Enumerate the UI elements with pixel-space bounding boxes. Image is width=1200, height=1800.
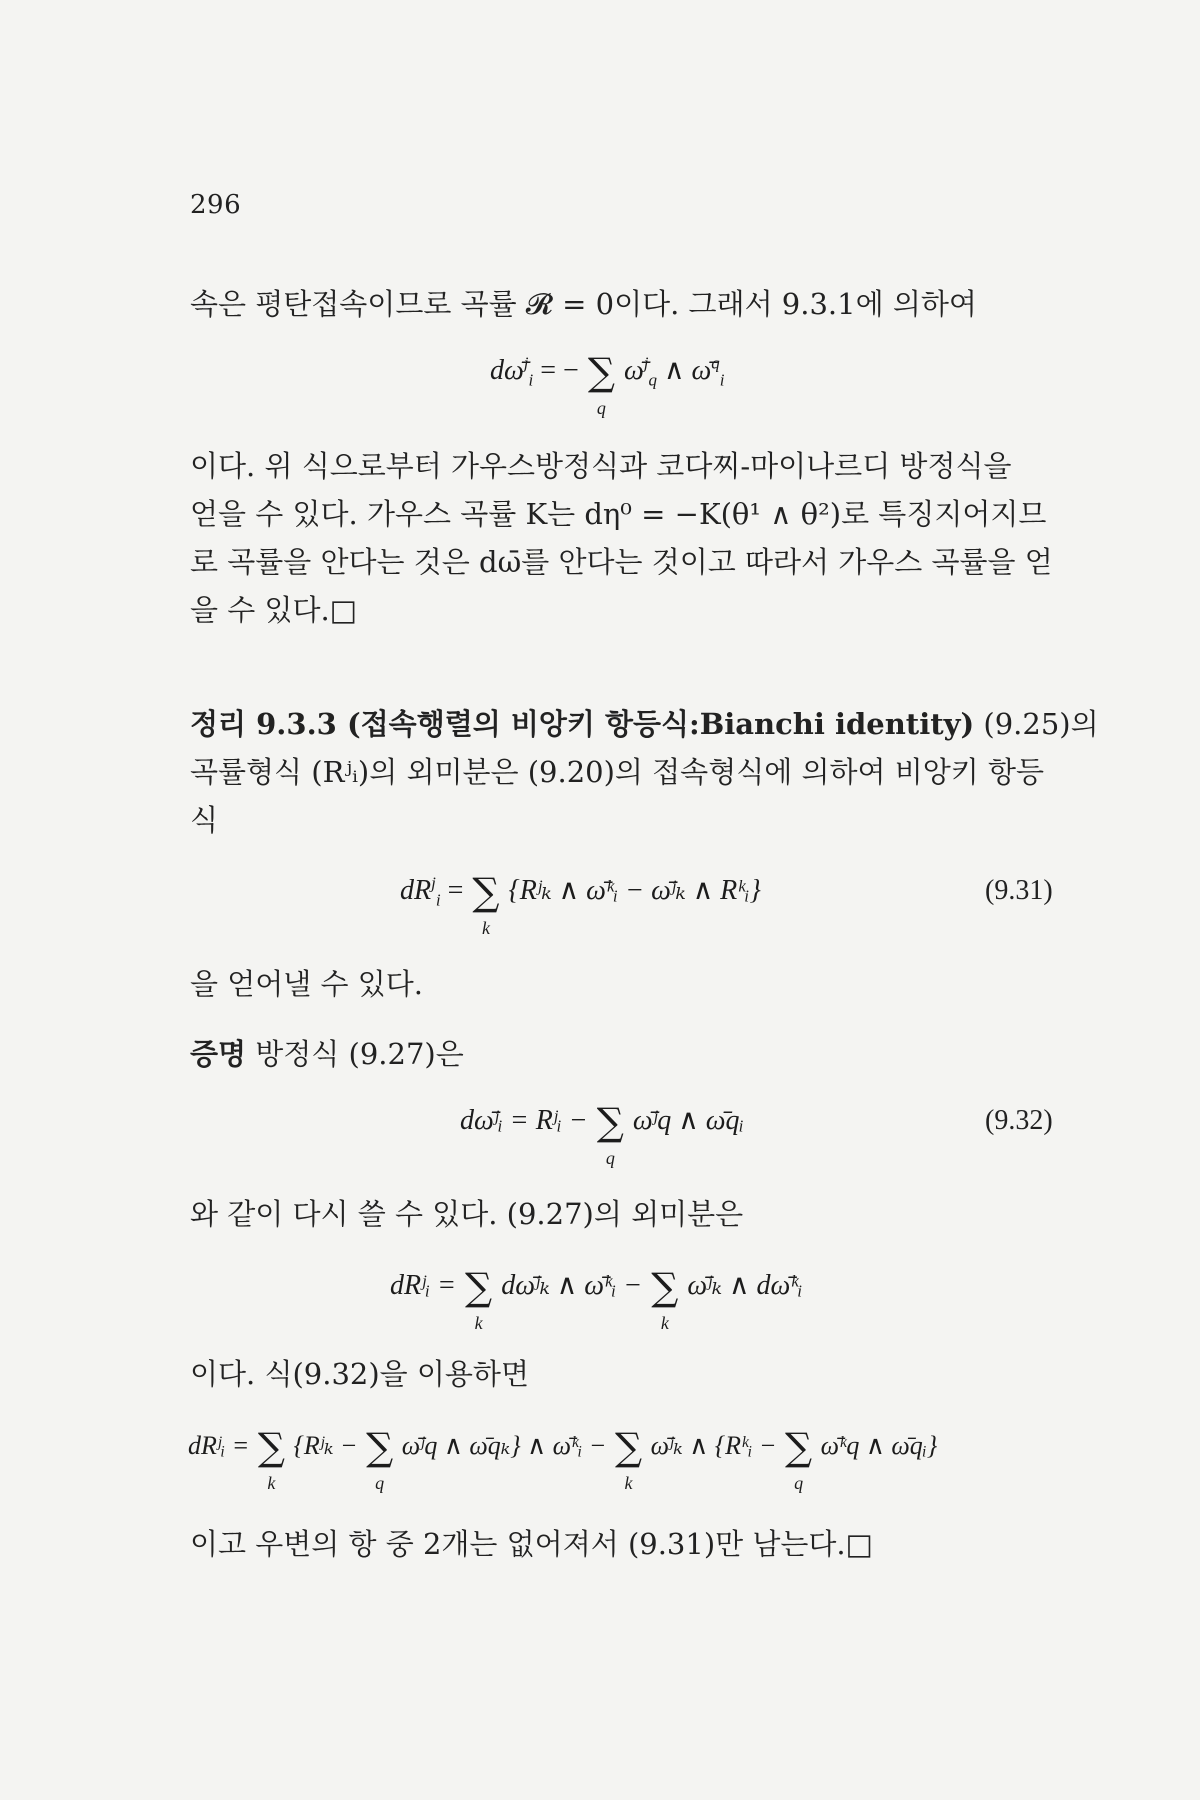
eq4-expression-3: ω̄ʲₖ ∧ {Rᵏᵢ − [650,1431,777,1460]
summation-symbol: ∑ k [465,1265,493,1333]
summation-symbol: ∑ q [366,1425,394,1493]
eq931-lhs: $dR^j_i$ [400,873,441,910]
eq931-expression: {Rʲₖ ∧ ω̄ᵏᵢ − ω̄ʲₖ ∧ Rᵏᵢ} [508,875,761,906]
theorem-line-2: 곡률형식 (Rʲᵢ)의 외미분은 (9.20)의 접속형식에 의하여 비앙키 항등 [190,755,1045,789]
eq932-expression: ω̄ʲq ∧ ω̄qᵢ [632,1105,744,1136]
eq932-lhs: dω̄ʲᵢ = Rʲᵢ − [460,1105,588,1136]
paragraph-intro [190,280,1080,328]
equation-number-9-31: (9.31) [985,875,1053,906]
eq3-expression-1: dω̄ʲₖ ∧ ω̄ᵏᵢ − [501,1270,643,1301]
summation-symbol: ∑ q [785,1425,813,1493]
equation-9-31 [400,870,761,938]
summation-symbol: ∑ q [596,1100,624,1168]
eq931-equals: = [447,875,471,906]
paragraph-rewrite [190,1190,1080,1238]
theorem-block [190,700,1099,844]
eq3-expression-2: ω̄ʲₖ ∧ dω̄ᵏᵢ [687,1270,803,1301]
theorem-line-3: 식 [190,803,219,837]
equation-exterior-derivative [390,1265,803,1333]
summation-symbol: ∑ k [651,1265,679,1333]
paragraph-gauss [190,442,1080,634]
paragraph-gauss-line-2: 얻을 수 있다. 가우스 곡률 K는 dη⁰ = −K(θ¹ ∧ θ²)로 특징지어지므 [190,497,1047,531]
eq1-wedge: ∧ ω̄$^q_i$ [664,353,725,390]
equation-connection-derivative [490,350,725,418]
paragraph-conclusion-line: 이고 우변의 항 중 2개는 없어져서 (9.31)만 남는다.□ [190,1527,874,1561]
eq1-mid: = − [540,355,579,386]
summation-symbol: ∑ k [472,870,500,938]
paragraph-using-line: 이다. 식(9.32)을 이용하면 [190,1357,529,1391]
paragraph-obtain-line: 을 얻어낼 수 있다. [190,967,423,1001]
equation-substituted [188,1425,938,1493]
eq1-term: ω̄$^j_q$ [623,353,657,390]
summation-symbol: ∑ q [587,350,615,418]
theorem-label: 정리 9.3.3 (접속행렬의 비앙키 항등식:Bianchi identity) [190,707,975,741]
eq1-lhs: dω̄$^j_i$ [490,353,534,390]
eq4-expression-2: ω̄ʲq ∧ ω̄qₖ} ∧ ω̄ᵏᵢ − [401,1431,607,1460]
paragraph-gauss-line-3: 로 곡률을 안다는 것은 dω̄를 안다는 것이고 따라서 가우스 곡률을 얻 [190,545,1053,579]
paragraph-using [190,1350,1080,1398]
paragraph-obtain [190,960,1080,1008]
eq4-lhs: dRʲᵢ = [188,1431,250,1460]
theorem-line-1 [190,700,1099,748]
paragraph-conclusion [190,1520,1080,1568]
paragraph-intro-line: 속은 평탄접속이므로 곡률 𝓡 = 0이다. 그래서 9.3.1에 의하여 [190,287,977,321]
paragraph-rewrite-line: 와 같이 다시 쓸 수 있다. (9.27)의 외미분은 [190,1197,744,1231]
eq4-expression-1: {Rʲₖ − [293,1431,358,1460]
proof-text: 방정식 (9.27)은 [255,1037,464,1071]
equation-9-32 [460,1100,744,1168]
summation-symbol: ∑ k [614,1425,643,1493]
theorem-line-1-rest: (9.25)의 [983,707,1099,741]
proof-block [190,1030,1080,1078]
page-number: 296 [190,190,242,220]
summation-symbol: ∑ k [257,1425,285,1493]
proof-label: 증명 [190,1037,247,1071]
paragraph-gauss-line-1: 이다. 위 식으로부터 가우스방정식과 코다찌-마이나르디 방정식을 [190,449,1012,483]
eq4-expression-4: ω̄ᵏq ∧ ω̄qᵢ} [820,1431,938,1460]
equation-number-9-32: (9.32) [985,1105,1053,1136]
eq3-lhs: dRʲᵢ = [390,1270,457,1301]
paragraph-gauss-line-4: 을 수 있다.□ [190,593,358,627]
